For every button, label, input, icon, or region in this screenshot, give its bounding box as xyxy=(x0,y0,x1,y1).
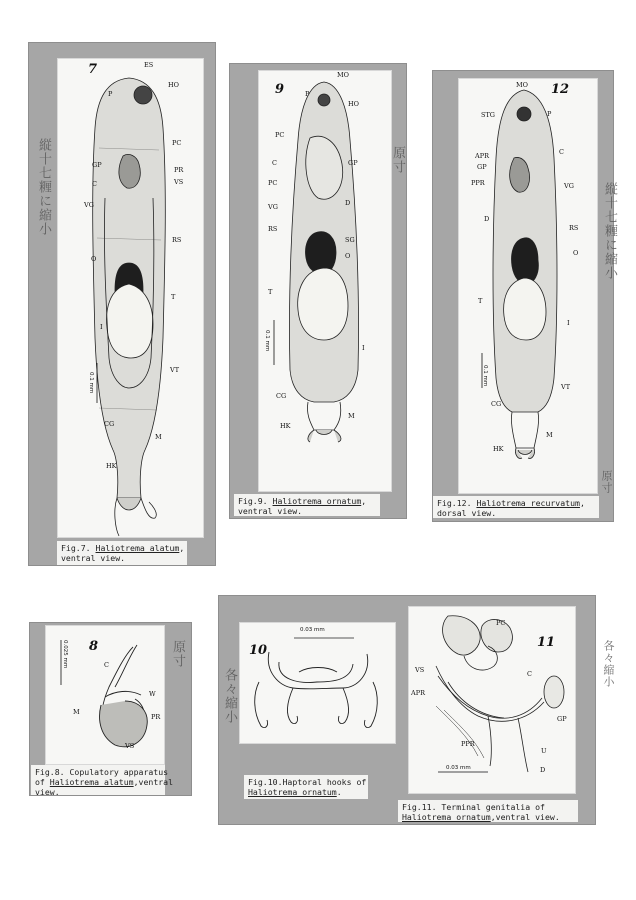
fig10-drawing xyxy=(239,622,394,742)
fig7-drawing xyxy=(57,58,202,536)
fig7-caption-species: Haliotrema alatum xyxy=(95,543,180,553)
fig7-caption-prefix: Fig.7. xyxy=(61,543,96,553)
fig7-label-cg: CG xyxy=(104,420,115,428)
fig7-label-t: T xyxy=(171,293,176,301)
fig11-label-c: C xyxy=(527,670,532,678)
fig12-label-gp: GP xyxy=(477,163,487,171)
fig7-label-vg: VG xyxy=(84,201,94,209)
fig9-label-i: I xyxy=(362,344,365,352)
fig11-drawing xyxy=(408,606,574,792)
fig7-label-vt: VT xyxy=(170,366,180,374)
handwritten-note-original-3: 原寸 xyxy=(600,470,613,494)
fig12-label-t: T xyxy=(478,297,483,305)
handwritten-note-each-reduce-1: 各々縮小 xyxy=(222,668,237,724)
fig8-caption xyxy=(31,765,174,797)
fig12-caption-species: Haliotrema recurvatum xyxy=(476,498,580,508)
fig7-label-i: I xyxy=(100,323,103,331)
fig9-label-ho: HO xyxy=(348,100,359,108)
fig12-label-m: M xyxy=(546,431,553,439)
fig12-label-o: O xyxy=(573,249,579,257)
handwritten-note-reduce-2: 縦十七糎に縮小 xyxy=(602,182,617,280)
fig9-label-vg: VG xyxy=(268,203,278,211)
fig9-caption-suffix: , xyxy=(361,496,367,506)
fig11-number: 11 xyxy=(537,635,556,650)
fig7-label-pc: PC xyxy=(172,139,182,147)
fig12-label-cg: CG xyxy=(491,400,502,408)
fig11-label-gp: GP xyxy=(557,715,567,723)
fig12-label-stg: STG xyxy=(481,111,495,119)
fig8-number: 8 xyxy=(89,639,99,654)
fig9-label-hk: HK xyxy=(280,422,291,430)
fig10-caption xyxy=(244,775,368,799)
handwritten-note-reduce-1: 縦十七糎に縮小 xyxy=(36,138,51,236)
fig8-label-pr: PR xyxy=(151,713,161,721)
fig9-scale: 0.1 mm xyxy=(264,330,270,352)
fig7-label-hk: HK xyxy=(106,462,117,470)
fig11-label-u: U xyxy=(541,747,547,755)
fig9-label-rs: RS xyxy=(268,225,278,233)
fig7-label-vs: VS xyxy=(174,178,184,186)
fig9-label-cg: CG xyxy=(276,392,287,400)
fig9-label-o: O xyxy=(345,252,351,260)
fig11-label-vs: VS xyxy=(415,666,425,674)
fig11-scale: 0.03 mm xyxy=(446,765,471,771)
fig7-label-ho: HO xyxy=(168,81,179,89)
fig12-label-ppr: PPR xyxy=(471,179,485,187)
fig9-label-pc2: PC xyxy=(268,179,278,187)
fig10-caption-suffix: . xyxy=(336,787,342,797)
fig8-caption-suffix2: ,ventral xyxy=(133,777,174,787)
fig12-label-i: I xyxy=(567,319,570,327)
fig12-label-c: C xyxy=(559,148,564,156)
fig9-label-m: M xyxy=(348,412,355,420)
fig9-caption xyxy=(234,494,380,516)
fig12-label-rs: RS xyxy=(569,224,579,232)
fig10-scale: 0.03 mm xyxy=(300,627,325,633)
fig11-label-d: D xyxy=(540,766,546,774)
fig8-label-vs: VS xyxy=(125,742,135,750)
fig7-label-m: M xyxy=(155,433,162,441)
fig9-caption-prefix: Fig.9. xyxy=(238,496,273,506)
fig9-label-d: D xyxy=(345,199,351,207)
fig10-caption-species: Haliotrema ornatum xyxy=(248,787,337,797)
fig7-number: 7 xyxy=(88,62,98,77)
fig7-label-o: O xyxy=(91,255,97,263)
fig7-caption-line2: ventral view. xyxy=(61,553,126,563)
fig12-number: 12 xyxy=(551,82,570,97)
fig8-caption-species: Haliotrema alatum xyxy=(49,777,134,787)
fig9-label-p: P xyxy=(305,90,310,98)
fig12-scale: 0.1 mm xyxy=(482,365,488,387)
fig7-label-pr: PR xyxy=(174,166,184,174)
fig11-label-ppr: PPR xyxy=(461,740,475,748)
fig10-caption-prefix: Fig.10.Haptoral hooks of xyxy=(248,777,367,787)
fig9-label-sg: SG xyxy=(345,236,355,244)
fig12-label-hk: HK xyxy=(493,445,504,453)
fig9-label-pc1: PC xyxy=(275,131,285,139)
fig9-number: 9 xyxy=(275,82,285,97)
fig7-label-c: C xyxy=(92,180,97,188)
fig12-caption xyxy=(433,496,599,518)
fig9-label-c: C xyxy=(272,159,277,167)
fig12-caption-line2: dorsal view. xyxy=(437,508,497,518)
fig10-number: 10 xyxy=(249,643,268,658)
handwritten-note-original-2: 原寸 xyxy=(170,640,185,668)
fig8-caption-line3: view. xyxy=(35,787,60,797)
fig12-label-vg: VG xyxy=(564,182,574,190)
fig11-caption-species: Haliotrema ornatum xyxy=(402,812,491,822)
fig7-label-rs: RS xyxy=(172,236,182,244)
fig8-label-w: W xyxy=(149,690,156,698)
fig9-label-t: T xyxy=(268,288,273,296)
handwritten-note-original-1: 原寸 xyxy=(390,146,405,174)
fig11-label-pc: PC xyxy=(496,619,506,627)
fig9-caption-line2: ventral view. xyxy=(238,506,303,516)
fig9-label-gp: GP xyxy=(348,159,358,167)
fig7-label-es: ES xyxy=(144,61,154,69)
fig12-label-apr: APR xyxy=(475,152,489,160)
fig12-label-vt: VT xyxy=(561,383,571,391)
fig11-caption xyxy=(398,800,578,822)
fig8-label-m: M xyxy=(73,708,80,716)
fig8-caption-line1: Fig.8. Copulatory apparatus xyxy=(35,767,169,777)
fig7-scale: 0.1 mm xyxy=(88,372,94,394)
fig8-scale: 0.025 mm xyxy=(62,640,68,669)
fig12-label-d: D xyxy=(484,215,490,223)
fig8-caption-prefix2: of xyxy=(35,777,50,787)
fig12-caption-prefix: Fig.12. xyxy=(437,498,477,508)
fig11-caption-line1: Fig.11. Terminal genitalia of xyxy=(402,802,545,812)
fig7-label-p: P xyxy=(108,90,113,98)
fig7-caption-suffix: , xyxy=(179,543,185,553)
fig11-caption-suffix: ,ventral view. xyxy=(490,812,560,822)
fig7-caption xyxy=(57,541,187,565)
fig9-caption-species: Haliotrema ornatum xyxy=(272,496,362,506)
fig12-caption-suffix: , xyxy=(579,498,585,508)
fig8-label-c: C xyxy=(104,661,109,669)
fig9-label-mo: MO xyxy=(337,71,349,79)
fig11-label-apr: APR xyxy=(411,689,425,697)
fig7-label-gp: GP xyxy=(92,161,102,169)
handwritten-note-each-reduce-2: 各々縮小 xyxy=(602,640,615,688)
fig12-drawing xyxy=(458,78,596,492)
fig12-label-mo: MO xyxy=(516,81,528,89)
fig12-label-p: P xyxy=(547,110,552,118)
